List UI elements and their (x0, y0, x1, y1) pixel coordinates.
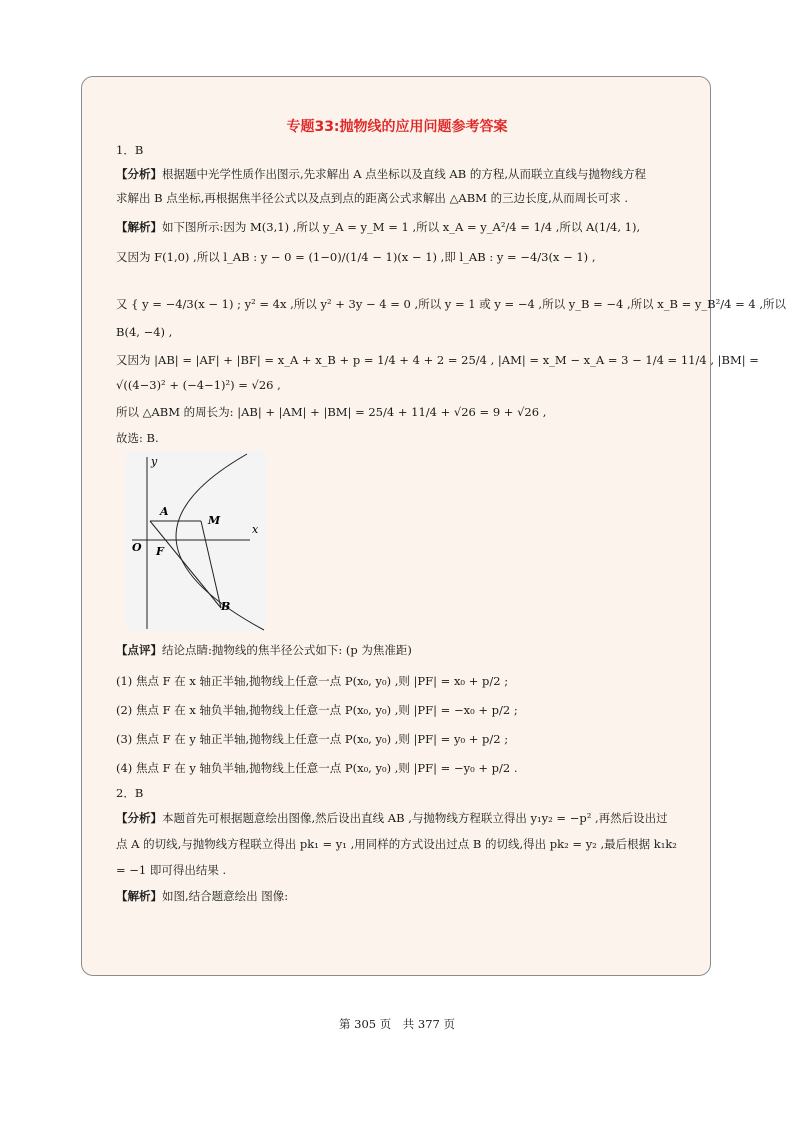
q2-solution-1 (116, 888, 288, 904)
point-b-label: B (221, 600, 231, 613)
q2-analysis-2: 点 A 的切线,与抛物线方程联立得出 pk₁ = y₁ ,用同样的方式设出过点 B 的切线,得出 pk₂ = y₂ ,最后根据 k₁k₂ (116, 837, 677, 851)
q1-solution-2: 又因为 F(1,0) ,所以 l_AB : y − 0 = (1−0)/(1/4 − 1)(x − 1) ,即 l_AB : y = −4/3(x − 1) , (116, 250, 596, 264)
q1-analysis-2: 求解出 B 点坐标,再根据焦半径公式以及点到点的距离公式求解出 △ABM 的三边长度,从而周长可求 . (116, 191, 629, 205)
parabola-figure (126, 451, 266, 631)
y-axis-label: y (151, 455, 158, 468)
point-a-label: A (160, 505, 169, 518)
q1-case-4: (4) 焦点 F 在 y 轴负半轴,抛物线上任意一点 P(x₀, y₀) ,则 |PF| = −y₀ + p/2 . (116, 761, 518, 775)
parabola-diagram (126, 451, 266, 631)
comment-text: 结论点睛:抛物线的焦半径公式如下: (p 为焦准距) (162, 643, 412, 657)
page-title: 专题33:抛物线的应用问题参考答案 (286, 119, 508, 135)
x-axis-label: x (252, 523, 259, 536)
q1-solution-7: 所以 △ABM 的周长为: |AB| + |AM| + |BM| = 25/4 + 11/4 + √26 = 9 + √26 , (116, 405, 547, 419)
q1-case-1: (1) 焦点 F 在 x 轴正半轴,抛物线上任意一点 P(x₀, y₀) ,则 |PF| = x₀ + p/2 ; (116, 674, 509, 688)
analysis-text: 本题首先可根据题意绘出图像,然后设出直线 AB ,与抛物线方程联立得出 y₁y₂ = −p² ,再然后设出过 (162, 811, 668, 825)
q1-solution-1 (116, 219, 640, 235)
comment-tag: 【点评】 (116, 643, 162, 657)
q1-solution-5: 又因为 |AB| = |AF| + |BF| = x_A + x_B + p = 1/4 + 4 + 2 = 25/4 , |AM| = x_M − x_A = 3 − 1/4 = 11/4 , |BM| = (116, 353, 759, 367)
q1-answer: 1．B (116, 143, 144, 157)
q1-solution-3: 又 { y = −4/3(x − 1) ; y² = 4x ,所以 y² + 3y − 4 = 0 ,所以 y = 1 或 y = −4 ,所以 y_B = −4 ,所以 x_B = y_B²/4 = 4 ,所以 (116, 297, 787, 311)
q1-analysis-1 (116, 166, 646, 182)
q1-case-2: (2) 焦点 F 在 x 轴负半轴,抛物线上任意一点 P(x₀, y₀) ,则 |PF| = −x₀ + p/2 ; (116, 703, 518, 717)
page-footer: 第 305 页 共 377 页 (338, 1017, 456, 1031)
q1-case-3: (3) 焦点 F 在 y 轴正半轴,抛物线上任意一点 P(x₀, y₀) ,则 |PF| = y₀ + p/2 ; (116, 732, 509, 746)
analysis-tag: 【分析】 (116, 811, 162, 825)
q1-solution-6: √((4−3)² + (−4−1)²) = √26 , (116, 378, 281, 392)
q2-answer: 2．B (116, 786, 144, 800)
focus-label: F (156, 545, 164, 558)
solution-tag: 【解析】 (116, 889, 162, 903)
solution-tag: 【解析】 (116, 220, 162, 234)
q1-choice: 故选: B. (116, 431, 159, 445)
solution-text: 如下图所示:因为 M(3,1) ,所以 y_A = y_M = 1 ,所以 x_A = y_A²/4 = 1/4 ,所以 A(1/4, 1), (162, 220, 641, 234)
origin-label: O (132, 541, 142, 554)
q2-analysis-1 (116, 810, 668, 826)
q1-comment (116, 642, 412, 658)
q2-analysis-3: = −1 即可得出结果 . (116, 863, 227, 877)
point-m-label: M (208, 514, 221, 527)
solution-text: 如图,结合题意绘出 图像: (162, 889, 289, 903)
analysis-tag: 【分析】 (116, 167, 162, 181)
q1-solution-4: B(4, −4) , (116, 325, 173, 339)
analysis-text: 根据题中光学性质作出图示,先求解出 A 点坐标以及直线 AB 的方程,从而联立直线与抛物线方程 (162, 167, 646, 181)
